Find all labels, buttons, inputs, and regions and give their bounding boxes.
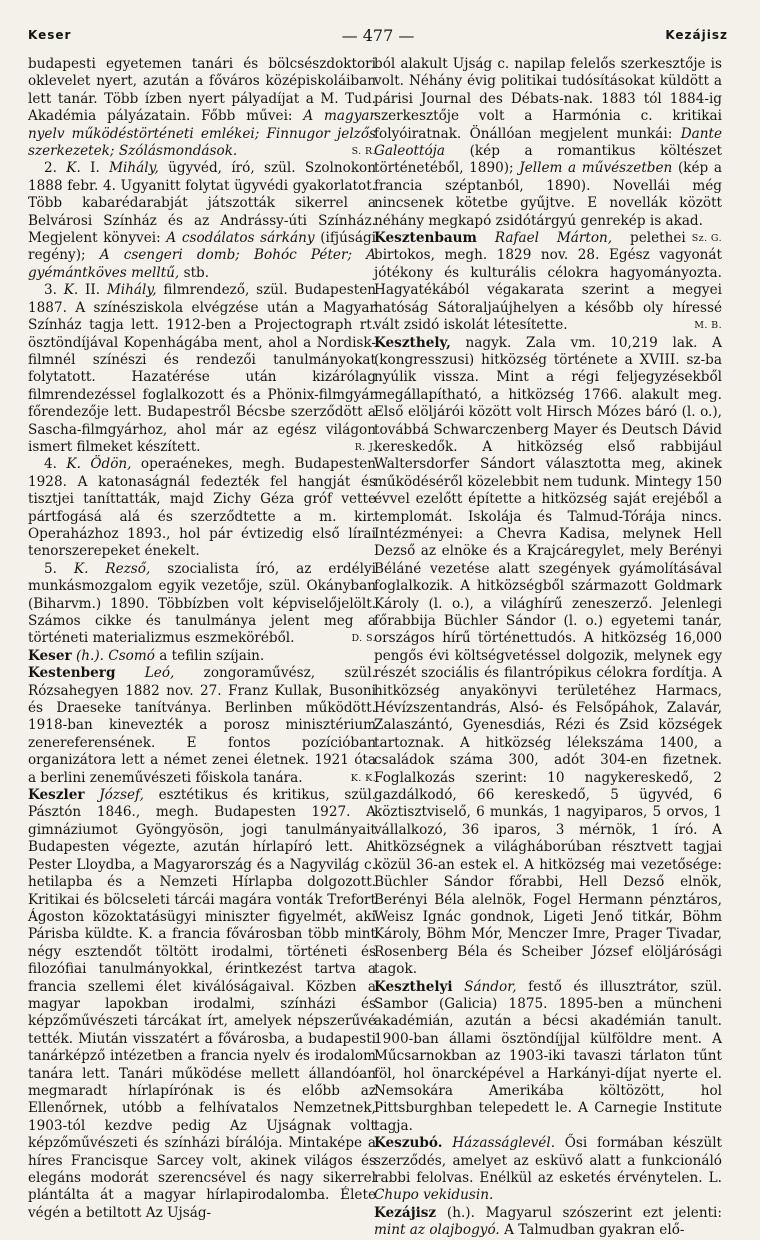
author-signature: D. S. (351, 633, 376, 645)
entry-keszler-continuation: ból alakult Ujság c. napilap felelős szerkesztője is volt. Néhány évig politikai tudósításokat küldött a párisi Journal des Débats-nak. 1883 tól 1884-ig szerkesztője volt a Harmónia c. kritikai folyóiratnak. Önállóan megjelent munkái: Dante Galeottója (kép a romantikus költészet történetéből, 1890); Jellem a művészetben (kép a francia széptanból, 1890). Novellái még nincsenek kötetbe gyűjtve. E novellák között néhány megkapó zsidótárgyú genrekép is akad. Sz. G. (374, 56, 722, 230)
author-signature: M. B. (694, 320, 722, 332)
header-left-keyword: Keser (28, 28, 72, 42)
author-signature: R. J. (354, 441, 376, 453)
entry-continuation: budapesti egyetemen tanári és bölcsészdoktori oklevelet nyert, azután a főváros középiskoláiban lett tanár. Több ízben nyert pályadíjat a M. Tud. Akadémia pályázatain. Főbb művei: A magyar nyelv működéstörténeti emlékei; Finnugor jelzős szerkezetek; Szólásmondások. S. R. (28, 56, 376, 160)
entry-keszler: Keszler József, esztétikus és kritikus, szül. Pásztón 1846., megh. Budapesten 1927. A gimnáziumot Gyöngyösön, jogi tanulmányait Budapesten végezte, azután hírlapíró lett. A Pester Lloydba, a Magyarország és a Nagyvilág c. hetilapba és a Nemzeti Hírlapba dolgozott. Kritikai és bölcseleti tárcái magára vonták Trefort Ágoston közoktatásügyi miniszter figyelmét, aki Párisba küldte. K. a francia fővárosban több mint négy esztendőt töltött irodalmi, történeti és filozófiai tanulmányokkal, érintkezést tartva a francia szellemi élet kiválóságaival. Közben a magyar lapokban irodalmi, színházi és képzőművészeti tárcákat írt, amelyek népszerűvé tették. Miután visszatért a fővárosba, a budapesti tanárképző intézetben a francia nyelv és irodalom tanára lett. Tanári működése mellett állandóan megmaradt hírlapírónak is és előbb az Ellenőrnek, utóbb a felhívatalos Nemzetnek, 1903-tól kezdve pedig Az Ujságnak volt képzőművészeti és színházi bírálója. Mintaképe a híres Francisque Sarcey volt, akinek világos és elegáns modorát szerencsével és nagy sikerrel plántálta át a magyar hírlapirodalomba. Élete végén a betiltott Az Ujság- (28, 787, 376, 1221)
left-column (28, 56, 376, 1222)
entry-kestenberg: Kestenberg Leó, zongoraművész, szül. Rózsahegyen 1882 nov. 27. Franz Kullak, Busoni és Draeseke tanítványa. Berlinben működött. 1918-ban kinevezték a porosz minisztérium zenereferensének. E fontos pozícióban organizátora lett a német zenei életnek. 1921 óta a berlini zeneművészeti főiskola tanára. K. K. (28, 665, 376, 786)
entry-keser: Keser (h.). Csomó a tefilin szíjain. (28, 647, 265, 664)
author-signature: Sz. G. (691, 233, 722, 245)
entry-kesztenbaum: Kesztenbaum Rafael Márton, pelethei birtokos, megh. 1829 nov. 28. Egész vagyonát jótékony és kulturális célokra hagyományozta. Hagyatékából végakarata szerint a megyei hatóság Sátoraljaújhelyen a később oly híressé vált zsidó iskolát létesítette. M. B. (374, 230, 722, 334)
entry-keszubo: Keszubó. Házasságlevél. Ősi formában készült szerződés, amelyet az esküvő alatt a funkcionáló rabbi felolvas. Enélkül az esketés érvénytelen. L. Chupo vekidusin. (374, 1135, 723, 1204)
entry-kesztler-mihaly-1: 2. K. I. Mihály, ügyvéd, író, szül. Szolnokon 1888 febr. 4. Ugyanitt folytat ügyvédi gyakorlatot. Több kabarédarabját játszották sikerrel a Belvárosi Színház és az Andrássy-úti Színház. Megjelent könyvei: A csodálatos sárkány (ifjúsági regény); A csengeri domb; Bohóc Péter; A gyémántköves melltű, stb. (28, 160, 376, 281)
header-right-keyword: Kezájisz (665, 28, 728, 42)
right-column (374, 56, 722, 1240)
author-signature: S. R. (351, 146, 376, 158)
author-signature: K. K. (350, 772, 376, 784)
page-header (28, 26, 728, 46)
entry-keszthelyi: Keszthelyi Sándor, festő és illusztrátor, szül. Sambor (Galicia) 1875. 1895-ben a müncheni akadémián, azután a bécsi akadémián tanult. 1900-ban állami ösztöndíjjal külföldre ment. A Műcsarnokban az 1903-iki tavaszi tárlaton tűnt föl, hol önarcképével a Harkányi-díjat nyerte el. Nemsokára Amerikába költözött, hol Pittsburghban telepedett le. A Carnegie Institute tagja. (374, 978, 722, 1134)
entry-odon: 4. K. Ödön, operaénekes, megh. Budapesten 1928. A katonaságnál fedezték fel hangját és tisztjei taníttatták, majd Zichy Géza gróf vette pártfogásá alá és szerződtette a m. kir. Operaházhoz 1893., hol pár évtizedig első lírai tenorszerepeket énekelt. (28, 456, 377, 560)
entry-kesztler-mihaly-2: 3. K. II. Mihály, filmrendező, szül. Budapesten 1887. A színésziskola elvégzése után a Magyar Színház tagja lett. 1912-ben a Projectograph rt. ösztöndíjával Kopenhágába ment, ahol a Nordisk-filmnél színészi és rendezői tanulmányokat folytatott. Hazatérése után kizárólag filmrendezéssel foglalkozott és a Phönix-filmgyár főrendezője lett. Budapestről Bécsbe szerződött a Sascha-filmgyárhoz, ahol már az egész világon ismert filmeket készített. R. J. (28, 282, 377, 455)
entry-rezso: 5. K. Rezső, szocialista író, az erdélyi munkásmozgalom egyik vezetője, szül. Okányban (Biharvm.) 1890. Többízben volt képviselőjelölt. Számos cikke és tanulmánya jelent meg a történeti materializmus eszmeköréből. D. S. (28, 560, 376, 647)
entry-kezajisz: Kezájisz (h.). Magyarul szószerint ezt jelenti: mint az olajbogyó. A Talmudban gyakran elő- (374, 1204, 722, 1239)
entry-keszthely: Keszthely, nagyk. Zala vm. 10,219 lak. A (kongresszusi) hitközség története a XVIII. sz-ba nyúlik vissza. Mint a régi feljegyzésekből megállapítható, a hitközség 1766. alakult meg. Első elöljárói között volt Hirsch Mózes báró (l. o.), továbbá Schwarczenberg Mayer és Deutsch Dávid kereskedők. A hitközség első rabbijául Waltersdorfer Sándort választotta meg, akinek működéséről közelebbit nem tudunk. Mintegy 150 évvel ezelőtt építette a hitközség saját erejéből a templomát. Iskolája és Talmud-Tórája nincs. Intézményei: a Chevra Kadisa, melynek Hell Dezső az elnöke és a Krajcáregylet, mely Berényi Béláné vezetése alatt szegények gyámolításával foglalkozik. A hitközségből származott Goldmark Károly (l. o.), a világhírű zeneszerző. Jelenlegi főrabbija Büchler Sándor (l. o.) egyetemi tanár, országos hírű történettudós. A hitközség 16,000 pengős évi költségvetéssel dolgozik, melynek egy részét szociális és filantrópikus célokra fordítja. A hitközség anyakönyvi területéhez Harmacs, Hévízszentandrás, Alsó- és Felsőpáhok, Zalavár, Zalaszántó, Gyenesdiás, Rézi és Zsid községek tartoznak. A hitközség lélekszáma 1400, a családok száma 300, adót 304-en fizetnek. Foglalkozás szerint: 10 nagykereskedő, 2 gazdálkodó, 66 kereskedő, 5 ügyvéd, 6 köztisztviselő, 6 munkás, 1 nagyiparos, 5 orvos, 1 vállalkozó, 36 iparos, 3 mérnök, 1 író. A hitközségnek a világháborúban résztvett tagjai közül 36-an estek el. A hitközség mai vezetősége: Büchler Sándor főrabbi, Hell Dezső elnök, Berényi Béla alelnök, Fogel Hermann pénztáros, Weisz Ignác gondnok, Ligeti Jenő titkár, Böhm Károly, Böhm Mór, Menczer Imre, Prager Tivadar, Rosenberg Béla és Scheiber József elöljárósági tagok. (374, 334, 722, 978)
page-number: — 477 — (341, 26, 415, 45)
